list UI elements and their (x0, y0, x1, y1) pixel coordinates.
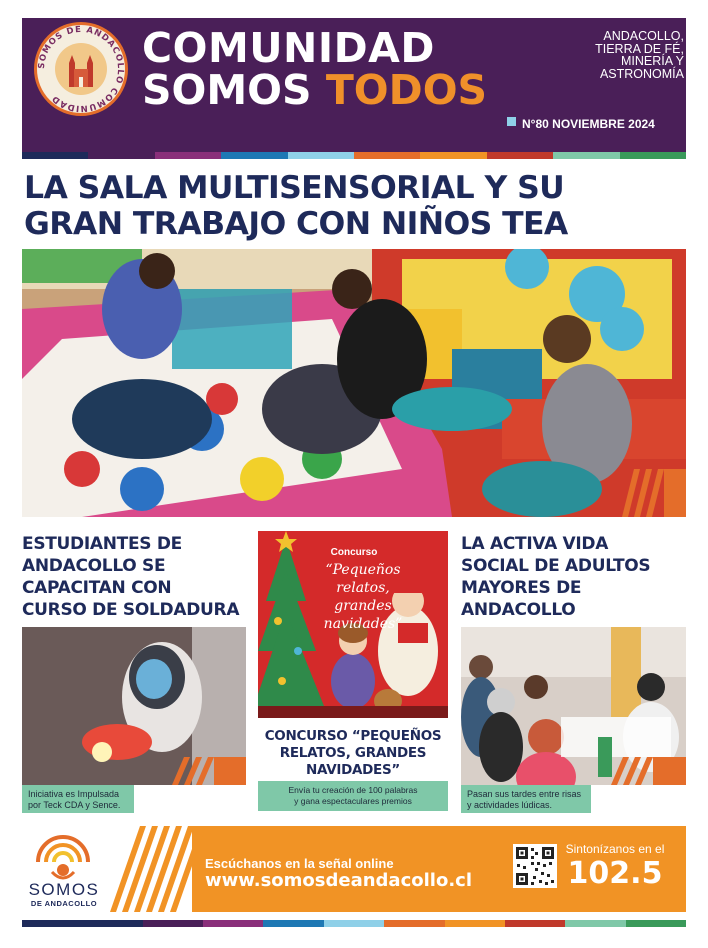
main-headline (24, 170, 684, 242)
headline-line1: LA SALA MULTISENSORIAL Y SU (24, 170, 565, 206)
seniors-title-line: SOCIAL DE ADULTOS (461, 556, 651, 576)
contest-caption (258, 781, 448, 811)
contest-poster (258, 531, 448, 718)
footer-listen-label: Escúchanos en la señal online (205, 856, 394, 871)
welding-photo (22, 627, 246, 785)
poster-title-line: grandes (334, 598, 392, 614)
footer-url-link[interactable]: www.somosdeandacollo.cl (205, 870, 472, 891)
seniors-caption-line: y actividades lúdicas. (467, 800, 553, 810)
issue-bullet (507, 117, 516, 126)
article-contest-title (258, 728, 448, 779)
footer-stripes-decoration (110, 826, 210, 912)
footer-logo-sub: DE ANDACOLLO (30, 899, 98, 908)
welding-caption-line: por Teck CDA y Sence. (28, 800, 121, 810)
welding-title-line: ESTUDIANTES DE (22, 534, 182, 554)
hero-photo (22, 249, 686, 517)
masthead-tagline: ANDACOLLO, TIERRA DE FÉ, MINERÍA Y ASTRONOMÍA (595, 29, 684, 81)
seniors-caption-line: Pasan sus tardes entre risas (467, 789, 582, 799)
contest-caption-line: y gana espectaculares premios (294, 796, 412, 806)
radio-waves-logo-icon (30, 826, 96, 884)
masthead-title-line2 (142, 68, 487, 112)
seniors-title-line: ANDACOLLO (461, 600, 576, 620)
seniors-title-line: MAYORES DE (461, 578, 582, 598)
seal-text: SOMOS DE ANDACOLLO COMUNIDAD (36, 24, 126, 114)
seniors-title-line: LA ACTIVA VIDA (461, 534, 609, 554)
welding-title-line: ANDACOLLO SE (22, 556, 166, 576)
welding-title-line: CAPACITAN CON (22, 578, 172, 598)
title-somos: SOMOS (142, 66, 326, 114)
church-icon (67, 53, 95, 89)
welding-caption-line: Iniciativa es Impulsada (28, 789, 120, 799)
article-seniors-title (461, 533, 687, 621)
contest-caption-line: Envía tu creación de 100 palabras (288, 785, 418, 795)
seniors-photo (461, 627, 686, 785)
welding-title-line: CURSO DE SOLDADURA (22, 600, 240, 620)
masthead-title-line1: COMUNIDAD (142, 24, 435, 72)
footer-frequency: 102.5 (567, 856, 663, 891)
contest-title-line: RELATOS, GRANDES (279, 745, 427, 761)
poster-title-line: “Pequeños relatos, (325, 562, 401, 596)
contest-title-line: NAVIDADES” (306, 762, 400, 778)
headline-line2: GRAN TRABAJO CON NIÑOS TEA (24, 206, 568, 242)
welding-caption (22, 785, 134, 813)
community-seal-logo (34, 22, 128, 116)
contest-title-line: CONCURSO “PEQUEÑOS (264, 728, 442, 744)
title-todos: TODOS (325, 66, 488, 114)
color-stripe-bottom (22, 920, 686, 927)
seniors-caption (461, 785, 591, 813)
poster-title (298, 561, 428, 633)
footer-logo-word: SOMOS (28, 880, 100, 899)
issue-number: N°80 NOVIEMBRE 2024 (522, 117, 655, 131)
footer-tune-label: Sintonízanos en el (565, 842, 665, 856)
article-welding-title (22, 533, 252, 621)
qr-code-icon[interactable] (513, 844, 557, 888)
poster-label: Concurso (330, 547, 378, 558)
poster-title-line: navidades” (323, 616, 403, 632)
color-stripe-top (22, 152, 686, 159)
